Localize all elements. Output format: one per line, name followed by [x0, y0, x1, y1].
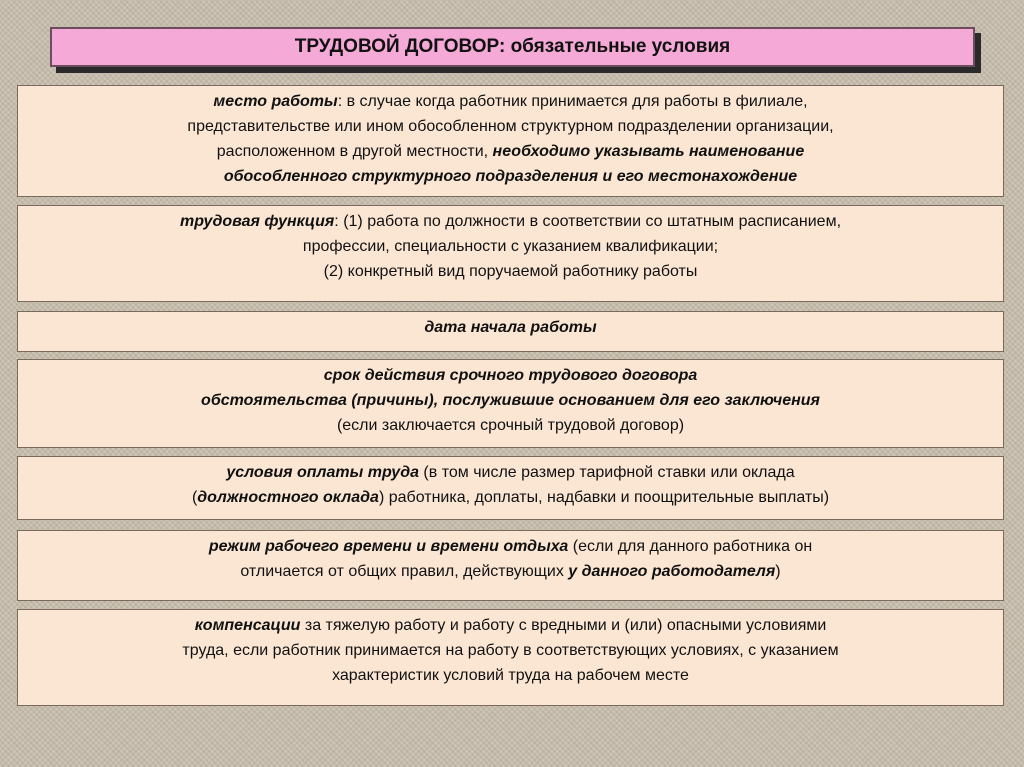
card-compensation [17, 609, 1004, 706]
card-workplace [17, 85, 1004, 197]
emphasis-text: обособленного структурного подразделения и его местонахождение [223, 168, 798, 185]
card-line [18, 259, 1003, 284]
body-text: труда, если работник принимается на работу в соответствующих условиях, с указанием [182, 642, 839, 659]
card-line [18, 209, 1003, 234]
emphasis-text: срок действия срочного трудового договора [323, 367, 698, 384]
card-start-date [17, 311, 1004, 352]
card-line [18, 234, 1003, 259]
card-pay-conditions [17, 456, 1004, 520]
card-line [18, 164, 1003, 189]
card-labor-function [17, 205, 1004, 302]
body-text: (в том числе размер тарифной ставки или оклада [418, 464, 795, 481]
card-line [18, 89, 1003, 114]
body-text: (2) конкретный вид поручаемой работнику работы [323, 263, 698, 280]
emphasis-text: дата начала работы [424, 319, 597, 336]
body-text: за тяжелую работу и работу с вредными и (или) опасными условиями [300, 617, 827, 634]
body-text: : (1) работа по должности в соответствии со штатным расписанием, [334, 213, 842, 230]
emphasis-text: трудовая функция [179, 213, 335, 230]
body-text: ) [775, 563, 781, 580]
emphasis-text: место работы [213, 93, 338, 110]
title-banner [50, 27, 975, 67]
card-line [18, 388, 1003, 413]
emphasis-text: необходимо указывать наименование [492, 143, 805, 160]
body-text: характеристик условий труда на рабочем месте [332, 667, 689, 684]
body-text: ( [191, 489, 198, 506]
body-text: расположенном в другой местности, [216, 143, 493, 160]
card-line [18, 559, 1003, 584]
card-line [18, 315, 1003, 340]
emphasis-text: у данного работодателя [568, 563, 776, 580]
emphasis-text: компенсации [194, 617, 301, 634]
emphasis-text: должностного оклада [197, 489, 379, 506]
card-line [18, 139, 1003, 164]
body-text: профессии, специальности с указанием квалификации; [302, 238, 719, 255]
card-line [18, 534, 1003, 559]
body-text: отличается от общих правил, действующих [240, 563, 569, 580]
card-line [18, 485, 1003, 510]
body-text: (если для данного работника он [568, 538, 813, 555]
emphasis-text: режим рабочего времени и времени отдыха [208, 538, 569, 555]
emphasis-text: условия оплаты труда [226, 464, 419, 481]
card-line [18, 638, 1003, 663]
emphasis-text: обстоятельства (причины), послужившие основанием для его заключения [201, 392, 820, 409]
body-text: (если заключается срочный трудовой договор) [336, 417, 685, 434]
card-line [18, 613, 1003, 638]
card-contract-term [17, 359, 1004, 448]
card-work-schedule [17, 530, 1004, 601]
body-text: ) работника, доплаты, надбавки и поощрительные выплаты) [378, 489, 830, 506]
page-title [50, 27, 975, 67]
card-line [18, 413, 1003, 438]
body-text: : в случае когда работник принимается для работы в филиале, [337, 93, 808, 110]
page-title-text: ТРУДОВОЙ ДОГОВОР: обязательные условия [294, 36, 731, 57]
body-text: представительстве или ином обособленном структурном подразделении организации, [187, 118, 834, 135]
card-line [18, 363, 1003, 388]
card-line [18, 114, 1003, 139]
card-line [18, 663, 1003, 688]
card-line [18, 460, 1003, 485]
